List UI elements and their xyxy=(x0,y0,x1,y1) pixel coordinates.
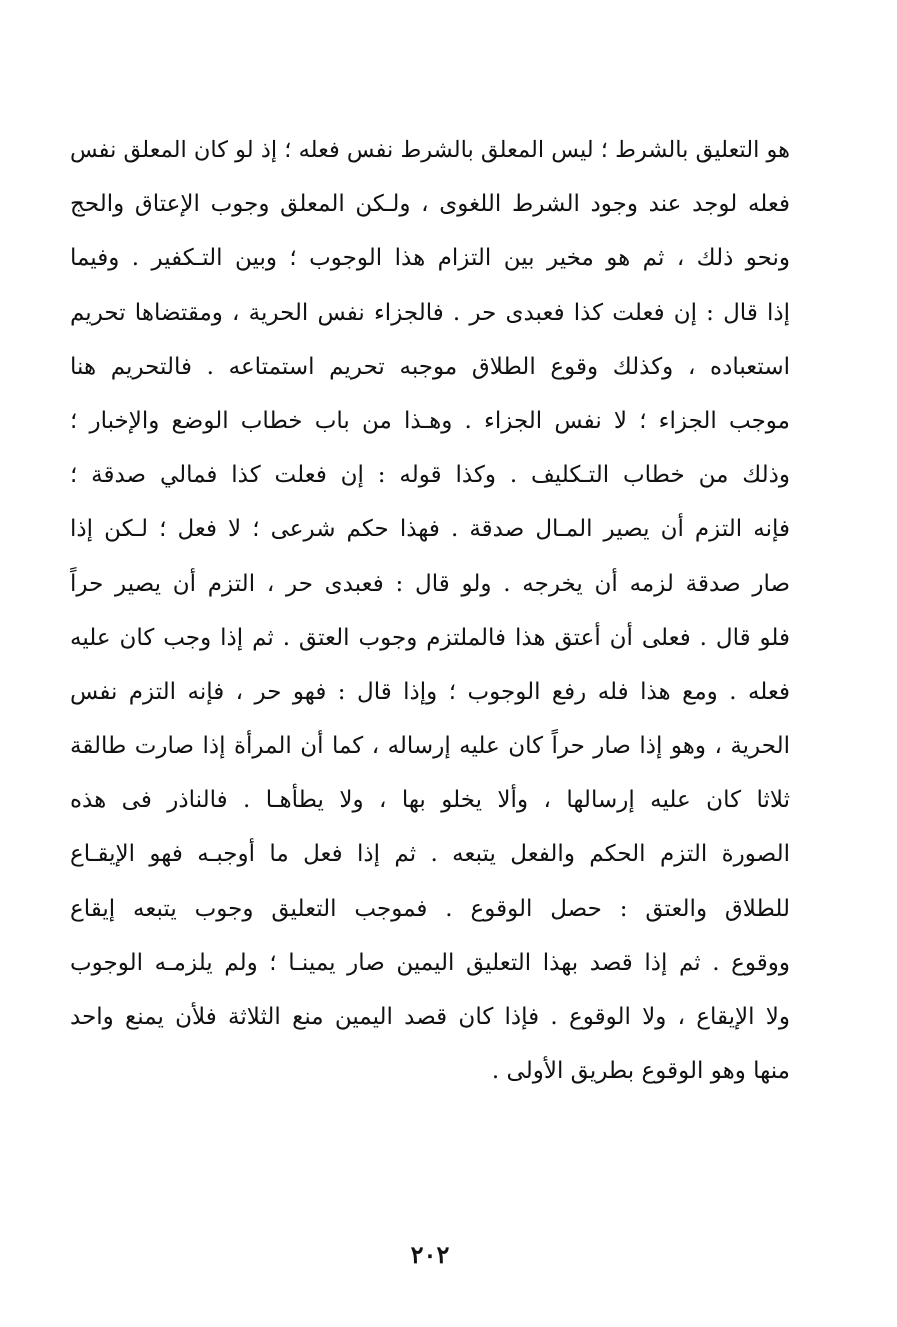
text-line: الصورة التزم الحكم والفعل يتبعه . ثم إذا فعل ما أوجبـه فهو الإيقـاع xyxy=(70,841,790,868)
text-line-last: منها وهو الوقوع بطريق الأولى . xyxy=(491,1058,790,1085)
text-line: ولا الإيقاع ، ولا الوقوع . فإذا كان قصد اليمين منع الثلاثة فلأن يمنع واحد xyxy=(70,1004,790,1030)
text-line: للطلاق والعتق : حصل الوقوع . فموجب التعليق وجوب يتبعه إيقاع xyxy=(70,895,790,922)
text-line: استعباده ، وكذلك وقوع الطلاق موجبه تحريم استمتاعه . فالتحريم هنا xyxy=(70,353,790,380)
text-line: هو التعليق بالشرط ؛ ليس المعلق بالشرط نفس فعله ؛ إذ لو كان المعلق نفس xyxy=(70,137,790,163)
text-line: فإنه التزم أن يصير المـال صدقة . فهذا حكم شرعى ؛ لا فعل ؛ لـكن إذا xyxy=(70,516,790,543)
text-line: فلو قال . فعلى أن أعتق هذا فالملتزم وجوب العتق . ثم إذا وجب كان عليه xyxy=(70,624,790,651)
text-line: فعله لوجد عند وجود الشرط اللغوى ، ولـكن المعلق وجوب الإعتاق والحج xyxy=(70,191,790,218)
body-text xyxy=(70,128,790,1103)
text-line: فعله . ومع هذا فله رفع الوجوب ؛ وإذا قال : فهو حر ، فإنه التزم نفس xyxy=(70,678,790,705)
text-line: ووقوع . ثم إذا قصد بهذا التعليق اليمين صار يمينـا ؛ ولم يلزمـه الوجوب xyxy=(70,949,790,976)
text-line: ثلاثا كان عليه إرسالها ، وألا يخلو بها ، ولا يطأهـا . فالناذر فى هذه xyxy=(70,787,790,814)
text-line: صار صدقة لزمه أن يخرجه . ولو قال : فعبدى حر ، التزم أن يصير حراً xyxy=(70,570,790,597)
page-number: ٢٠٢ xyxy=(410,1240,450,1269)
text-line: موجب الجزاء ؛ لا نفس الجزاء . وهـذا من باب خطاب الوضع والإخبار ؛ xyxy=(70,407,790,434)
text-line: ونحو ذلك ، ثم هو مخير بين التزام هذا الوجوب ؛ وبين التـكفير . وفيما xyxy=(70,245,790,272)
text-line: إذا قال : إن فعلت كذا فعبدى حر . فالجزاء نفس الحرية ، ومقتضاها تحريم xyxy=(70,299,790,326)
text-line: الحرية ، وهو إذا صار حراً كان عليه إرساله ، كما أن المرأة إذا صارت طالقة xyxy=(70,733,790,760)
text-line: وذلك من خطاب التـكليف . وكذا قوله : إن فعلت كذا فمالي صدقة ؛ xyxy=(70,462,790,489)
